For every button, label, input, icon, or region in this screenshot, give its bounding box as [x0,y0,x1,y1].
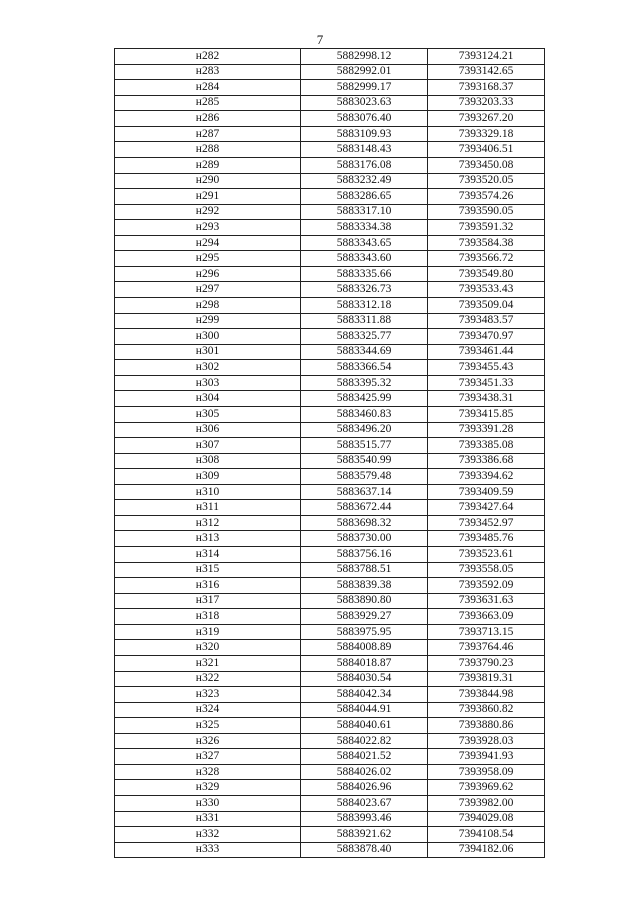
table-row [115,49,545,65]
x-coordinate-cell: 5883496.20 [301,422,428,438]
table-row [115,531,545,547]
x-coordinate-cell: 5883698.32 [301,515,428,531]
y-coordinate-cell: 7393509.04 [428,298,545,314]
point-id-cell: н302 [115,360,301,376]
table-row [115,687,545,703]
y-coordinate-cell: 7393713.15 [428,624,545,640]
y-coordinate-cell: 7393523.61 [428,547,545,563]
y-coordinate-cell: 7393329.18 [428,126,545,142]
x-coordinate-cell: 5883109.93 [301,126,428,142]
x-coordinate-cell: 5883343.60 [301,251,428,267]
y-coordinate-cell: 7393168.37 [428,80,545,96]
y-coordinate-cell: 7393438.31 [428,391,545,407]
table-row [115,469,545,485]
point-id-cell: н319 [115,624,301,640]
point-id-cell: н321 [115,655,301,671]
x-coordinate-cell: 5883579.48 [301,469,428,485]
table-row [115,360,545,376]
y-coordinate-cell: 7393790.23 [428,655,545,671]
point-id-cell: н308 [115,453,301,469]
x-coordinate-cell: 5884040.61 [301,718,428,734]
table-row [115,749,545,765]
point-id-cell: н297 [115,282,301,298]
table-row [115,235,545,251]
y-coordinate-cell: 7393533.43 [428,282,545,298]
point-id-cell: н323 [115,687,301,703]
table-row [115,484,545,500]
point-id-cell: н284 [115,80,301,96]
y-coordinate-cell: 7393860.82 [428,702,545,718]
table-row [115,718,545,734]
point-id-cell: н314 [115,547,301,563]
table-row [115,796,545,812]
table-row [115,578,545,594]
x-coordinate-cell: 5883023.63 [301,95,428,111]
y-coordinate-cell: 7393386.68 [428,453,545,469]
x-coordinate-cell: 5884023.67 [301,796,428,812]
point-id-cell: н299 [115,313,301,329]
x-coordinate-cell: 5884044.91 [301,702,428,718]
y-coordinate-cell: 7393450.08 [428,157,545,173]
point-id-cell: н328 [115,764,301,780]
table-row [115,204,545,220]
table-row [115,157,545,173]
y-coordinate-cell: 7393415.85 [428,406,545,422]
point-id-cell: н303 [115,375,301,391]
y-coordinate-cell: 7393584.38 [428,235,545,251]
point-id-cell: н332 [115,827,301,843]
table-row [115,80,545,96]
y-coordinate-cell: 7393427.64 [428,500,545,516]
x-coordinate-cell: 5883312.18 [301,298,428,314]
table-row [115,422,545,438]
y-coordinate-cell: 7393520.05 [428,173,545,189]
y-coordinate-cell: 7393461.44 [428,344,545,360]
table-row [115,266,545,282]
x-coordinate-cell: 5883311.88 [301,313,428,329]
table-row [115,220,545,236]
x-coordinate-cell: 5884030.54 [301,671,428,687]
x-coordinate-cell: 5883334.38 [301,220,428,236]
table-row [115,702,545,718]
x-coordinate-cell: 5884018.87 [301,655,428,671]
y-coordinate-cell: 7393844.98 [428,687,545,703]
point-id-cell: н318 [115,609,301,625]
x-coordinate-cell: 5883366.54 [301,360,428,376]
x-coordinate-cell: 5883515.77 [301,438,428,454]
table-row [115,547,545,563]
point-id-cell: н296 [115,266,301,282]
table-row [115,438,545,454]
x-coordinate-cell: 5884042.34 [301,687,428,703]
point-id-cell: н312 [115,515,301,531]
x-coordinate-cell: 5882992.01 [301,64,428,80]
y-coordinate-cell: 7394029.08 [428,811,545,827]
x-coordinate-cell: 5883756.16 [301,547,428,563]
point-id-cell: н289 [115,157,301,173]
x-coordinate-cell: 5882998.12 [301,49,428,65]
y-coordinate-cell: 7393124.21 [428,49,545,65]
y-coordinate-cell: 7393631.63 [428,593,545,609]
table-row [115,111,545,127]
y-coordinate-cell: 7393574.26 [428,189,545,205]
point-id-cell: н325 [115,718,301,734]
x-coordinate-cell: 5883672.44 [301,500,428,516]
y-coordinate-cell: 7393880.86 [428,718,545,734]
x-coordinate-cell: 5883788.51 [301,562,428,578]
y-coordinate-cell: 7393928.03 [428,733,545,749]
y-coordinate-cell: 7393267.20 [428,111,545,127]
x-coordinate-cell: 5883425.99 [301,391,428,407]
x-coordinate-cell: 5883540.99 [301,453,428,469]
x-coordinate-cell: 5883878.40 [301,842,428,858]
y-coordinate-cell: 7393969.62 [428,780,545,796]
y-coordinate-cell: 7393455.43 [428,360,545,376]
table-row [115,827,545,843]
table-row [115,655,545,671]
table-row [115,500,545,516]
point-id-cell: н286 [115,111,301,127]
y-coordinate-cell: 7393663.09 [428,609,545,625]
point-id-cell: н322 [115,671,301,687]
point-id-cell: н304 [115,391,301,407]
y-coordinate-cell: 7393566.72 [428,251,545,267]
table-row [115,764,545,780]
y-coordinate-cell: 7393394.62 [428,469,545,485]
y-coordinate-cell: 7393941.93 [428,749,545,765]
x-coordinate-cell: 5883326.73 [301,282,428,298]
point-id-cell: н317 [115,593,301,609]
x-coordinate-cell: 5884008.89 [301,640,428,656]
table-row [115,609,545,625]
x-coordinate-cell: 5883344.69 [301,344,428,360]
table-row [115,313,545,329]
table-row [115,298,545,314]
y-coordinate-cell: 7393470.97 [428,329,545,345]
coordinates-table-body [115,49,545,858]
x-coordinate-cell: 5884021.52 [301,749,428,765]
point-id-cell: н283 [115,64,301,80]
point-id-cell: н290 [115,173,301,189]
point-id-cell: н294 [115,235,301,251]
table-row [115,251,545,267]
y-coordinate-cell: 7393549.80 [428,266,545,282]
table-row [115,842,545,858]
y-coordinate-cell: 7394108.54 [428,827,545,843]
x-coordinate-cell: 5884026.96 [301,780,428,796]
point-id-cell: н301 [115,344,301,360]
point-id-cell: н333 [115,842,301,858]
point-id-cell: н306 [115,422,301,438]
y-coordinate-cell: 7394182.06 [428,842,545,858]
point-id-cell: н315 [115,562,301,578]
x-coordinate-cell: 5883460.83 [301,406,428,422]
point-id-cell: н324 [115,702,301,718]
x-coordinate-cell: 5883076.40 [301,111,428,127]
y-coordinate-cell: 7393591.32 [428,220,545,236]
point-id-cell: н329 [115,780,301,796]
x-coordinate-cell: 5883993.46 [301,811,428,827]
x-coordinate-cell: 5883839.38 [301,578,428,594]
table-row [115,189,545,205]
point-id-cell: н311 [115,500,301,516]
y-coordinate-cell: 7393558.05 [428,562,545,578]
table-row [115,329,545,345]
table-row [115,391,545,407]
x-coordinate-cell: 5883325.77 [301,329,428,345]
table-row [115,811,545,827]
x-coordinate-cell: 5883176.08 [301,157,428,173]
y-coordinate-cell: 7393452.97 [428,515,545,531]
table-row [115,671,545,687]
table-row [115,515,545,531]
x-coordinate-cell: 5883335.66 [301,266,428,282]
x-coordinate-cell: 5883637.14 [301,484,428,500]
table-row [115,64,545,80]
table-row [115,375,545,391]
table-row [115,453,545,469]
x-coordinate-cell: 5883890.80 [301,593,428,609]
point-id-cell: н326 [115,733,301,749]
x-coordinate-cell: 5883343.65 [301,235,428,251]
y-coordinate-cell: 7393142.65 [428,64,545,80]
y-coordinate-cell: 7393203.33 [428,95,545,111]
point-id-cell: н295 [115,251,301,267]
x-coordinate-cell: 5883730.00 [301,531,428,547]
y-coordinate-cell: 7393958.09 [428,764,545,780]
point-id-cell: н292 [115,204,301,220]
point-id-cell: н288 [115,142,301,158]
x-coordinate-cell: 5884022.82 [301,733,428,749]
y-coordinate-cell: 7393483.57 [428,313,545,329]
point-id-cell: н300 [115,329,301,345]
x-coordinate-cell: 5883286.65 [301,189,428,205]
point-id-cell: н282 [115,49,301,65]
x-coordinate-cell: 5883395.32 [301,375,428,391]
point-id-cell: н307 [115,438,301,454]
point-id-cell: н313 [115,531,301,547]
y-coordinate-cell: 7393391.28 [428,422,545,438]
y-coordinate-cell: 7393819.31 [428,671,545,687]
table-row [115,780,545,796]
point-id-cell: н305 [115,406,301,422]
table-row [115,344,545,360]
point-id-cell: н327 [115,749,301,765]
y-coordinate-cell: 7393982.00 [428,796,545,812]
y-coordinate-cell: 7393590.05 [428,204,545,220]
x-coordinate-cell: 5883148.43 [301,142,428,158]
point-id-cell: н316 [115,578,301,594]
x-coordinate-cell: 5884026.02 [301,764,428,780]
x-coordinate-cell: 5882999.17 [301,80,428,96]
table-row [115,126,545,142]
table-row [115,173,545,189]
table-row [115,142,545,158]
point-id-cell: н298 [115,298,301,314]
page-number: 7 [316,32,324,47]
x-coordinate-cell: 5883929.27 [301,609,428,625]
y-coordinate-cell: 7393406.51 [428,142,545,158]
point-id-cell: н285 [115,95,301,111]
table-row [115,406,545,422]
y-coordinate-cell: 7393485.76 [428,531,545,547]
x-coordinate-cell: 5883921.62 [301,827,428,843]
point-id-cell: н309 [115,469,301,485]
point-id-cell: н331 [115,811,301,827]
table-row [115,733,545,749]
x-coordinate-cell: 5883232.49 [301,173,428,189]
y-coordinate-cell: 7393409.59 [428,484,545,500]
point-id-cell: н320 [115,640,301,656]
table-row [115,562,545,578]
y-coordinate-cell: 7393764.46 [428,640,545,656]
table-row [115,593,545,609]
table-row [115,640,545,656]
y-coordinate-cell: 7393451.33 [428,375,545,391]
point-id-cell: н291 [115,189,301,205]
y-coordinate-cell: 7393592.09 [428,578,545,594]
table-row [115,95,545,111]
x-coordinate-cell: 5883975.95 [301,624,428,640]
point-id-cell: н330 [115,796,301,812]
table-row [115,282,545,298]
point-id-cell: н310 [115,484,301,500]
x-coordinate-cell: 5883317.10 [301,204,428,220]
coordinates-table [114,48,545,858]
table-row [115,624,545,640]
point-id-cell: н287 [115,126,301,142]
y-coordinate-cell: 7393385.08 [428,438,545,454]
point-id-cell: н293 [115,220,301,236]
